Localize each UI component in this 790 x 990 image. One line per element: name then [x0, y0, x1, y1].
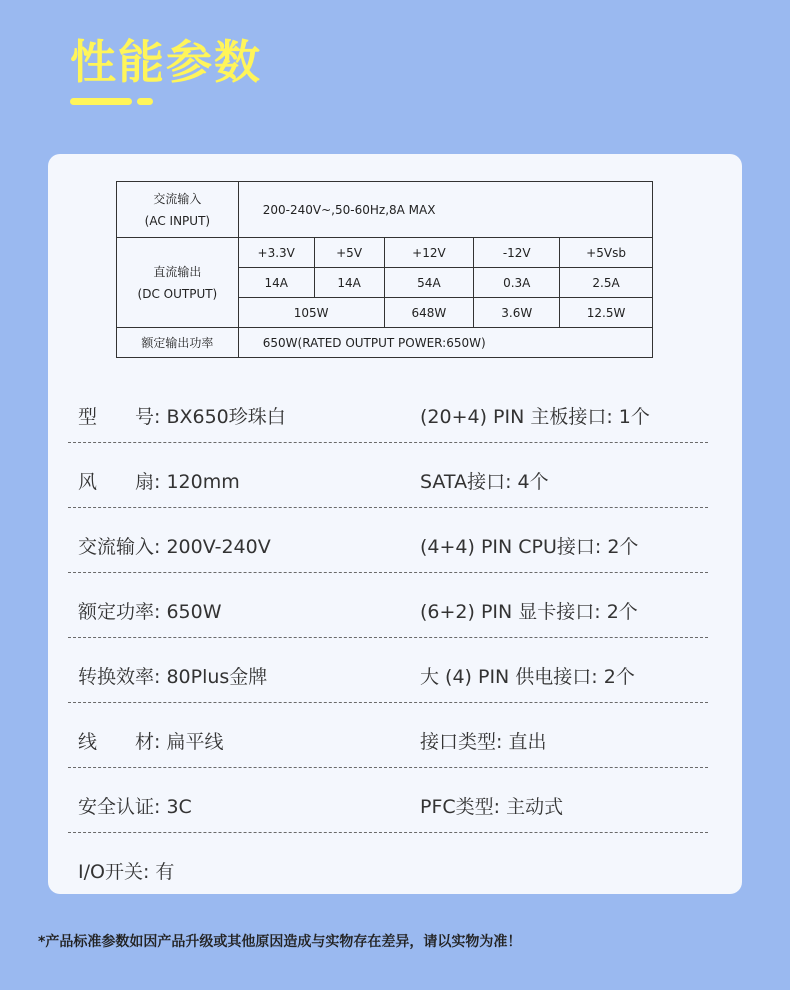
ac-input-label [117, 182, 239, 238]
rail-current: 14A [314, 268, 384, 298]
spec-item-connector-type: 接口类型: 直出 [420, 731, 547, 753]
disclaimer-footnote: *产品标准参数如因产品升级或其他原因造成与实物存在差异，请以实物为准！ [38, 934, 522, 950]
spec-item-certification: 安全认证: 3C [78, 796, 192, 818]
spec-row [68, 443, 708, 508]
rail-voltage: +12V [384, 238, 474, 268]
spec-row [68, 768, 708, 833]
rated-output-value: 650W(RATED OUTPUT POWER:650W) [238, 328, 652, 358]
page-title: 性能参数 [70, 35, 262, 89]
rail-voltage: -12V [474, 238, 560, 268]
spec-row [68, 638, 708, 703]
rail-power: 3.6W [474, 298, 560, 328]
spec-item-molex: 大 (4) PIN 供电接口: 2个 [420, 666, 635, 688]
spec-item-cable: 线 材: 扁平线 [78, 731, 224, 753]
spec-row [68, 703, 708, 768]
spec-row [68, 833, 708, 897]
ac-input-value: 200-240V~,50-60Hz,8A MAX [238, 182, 652, 238]
dc-output-label-cn: 直流输出 [153, 264, 202, 279]
dc-output-label [117, 238, 239, 328]
power-spec-table [116, 181, 653, 358]
rail-current: 14A [238, 268, 314, 298]
spec-item-sata: SATA接口: 4个 [420, 471, 549, 493]
rail-current: 54A [384, 268, 474, 298]
spec-row [68, 378, 708, 443]
rail-power: 648W [384, 298, 474, 328]
spec-item-fan: 风 扇: 120mm [78, 471, 240, 493]
spec-row [68, 508, 708, 573]
rail-voltage: +3.3V [238, 238, 314, 268]
spec-card [48, 154, 742, 894]
spec-item-mb-connector: (20+4) PIN 主板接口: 1个 [420, 406, 650, 428]
spec-item-gpu-connector: (6+2) PIN 显卡接口: 2个 [420, 601, 638, 623]
rail-voltage: +5V [314, 238, 384, 268]
spec-item-rated-power: 额定功率: 650W [78, 601, 222, 623]
spec-item-model: 型 号: BX650珍珠白 [78, 406, 286, 428]
rated-output-label: 额定输出功率 [117, 328, 239, 358]
rail-current: 2.5A [560, 268, 653, 298]
spec-item-efficiency: 转换效率: 80Plus金牌 [78, 666, 268, 688]
spec-item-pfc: PFC类型: 主动式 [420, 796, 564, 818]
title-underline-short [137, 98, 153, 105]
spec-row [68, 573, 708, 638]
rail-power: 12.5W [560, 298, 653, 328]
dc-output-label-en: (DC OUTPUT) [137, 286, 218, 301]
title-underline-long [70, 98, 132, 105]
spec-item-io-switch: I/O开关: 有 [78, 861, 175, 883]
ac-input-label-en: (AC INPUT) [144, 213, 211, 228]
spec-item-cpu-connector: (4+4) PIN CPU接口: 2个 [420, 536, 639, 558]
spec-list [68, 378, 708, 897]
ac-input-label-cn: 交流输入 [153, 191, 202, 206]
rail-current: 0.3A [474, 268, 560, 298]
rail-power: 105W [238, 298, 384, 328]
rail-voltage: +5Vsb [560, 238, 653, 268]
spec-item-ac-input: 交流输入: 200V-240V [78, 536, 271, 558]
